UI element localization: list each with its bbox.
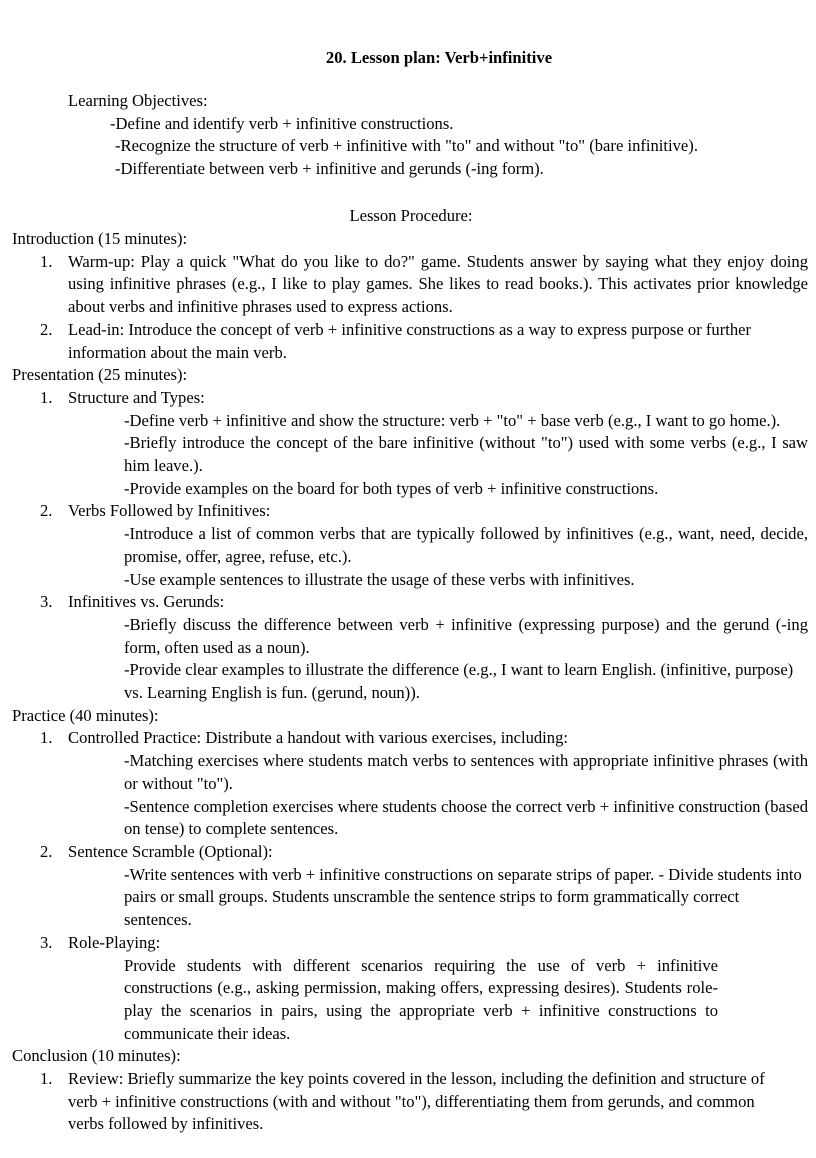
sub-item: -Provide examples on the board for both types of verb + infinitive constructions. bbox=[124, 478, 659, 498]
sub-item: -Matching exercises where students match verbs to sentences with appropriate infinitive phrases (with or without "to"). bbox=[124, 751, 808, 793]
objectives-heading: Learning Objectives: bbox=[68, 91, 208, 110]
section-heading-presentation: Presentation (25 minutes): bbox=[12, 365, 188, 385]
sub-item: -Introduce a list of common verbs that are typically followed by infinitives (e.g., want, need, decide, promise, offer, agree, refuse, etc.). bbox=[124, 524, 808, 566]
section-heading-introduction: Introduction (15 minutes): bbox=[12, 229, 188, 248]
sub-item: -Briefly discuss the difference between verb + infinitive (expressing purpose) and the gerund (-ing form, often used as a noun). bbox=[124, 614, 808, 657]
section-heading-conclusion: Conclusion (10 minutes): bbox=[12, 1046, 181, 1066]
sub-item: -Use example sentences to illustrate the usage of these verbs with infinitives. bbox=[124, 569, 635, 589]
item-text: Sentence Scramble (Optional): bbox=[68, 841, 273, 861]
objective-item: -Differentiate between verb + infinitive and gerunds (-ing form). bbox=[115, 159, 544, 179]
list-item bbox=[12, 319, 808, 364]
item-number: 3. bbox=[40, 592, 53, 612]
item-number: 1. bbox=[40, 1069, 53, 1089]
list-item bbox=[12, 841, 808, 864]
list-item bbox=[12, 727, 808, 750]
section-heading-practice: Practice (40 minutes): bbox=[12, 705, 159, 725]
item-number: 3. bbox=[40, 932, 53, 952]
item-number: 1. bbox=[40, 251, 53, 271]
document-title: 20. Lesson plan: Verb+infinitive bbox=[325, 48, 553, 67]
list-item bbox=[12, 500, 808, 523]
item-text: Warm-up: Play a quick "What do you like to do?" game. Students answer by saying what they enjoy doing using infinitive phrases (e.g., I like to play games. She likes to read books.). This activates prior knowledge about verbs and infinitive phrases used to express actions. bbox=[68, 251, 808, 317]
objective-item: -Recognize the structure of verb + infinitive with "to" and without "to" (bare infinitive). bbox=[115, 136, 698, 156]
sub-item: -Briefly introduce the concept of the bare infinitive (without "to") used with some verbs (e.g., I saw him leave.). bbox=[124, 433, 808, 476]
sub-item: -Sentence completion exercises where students choose the correct verb + infinitive construction (based on tense) to complete sentences. bbox=[124, 796, 808, 839]
sub-item: -Define verb + infinitive and show the structure: verb + "to" + base verb (e.g., I want to go home.). bbox=[124, 410, 781, 430]
sub-item: -Write sentences with verb + infinitive constructions on separate strips of paper. - Divide students into pairs or small groups. Students unscramble the sentence strips to form grammatically correct sentences. bbox=[124, 864, 802, 930]
item-text: Review: Briefly summarize the key points covered in the lesson, including the definition and structure of verb + infinitive constructions (with and without "to"), differentiating them from gerunds, and common verbs followed by infinitives. bbox=[68, 1069, 765, 1134]
list-item bbox=[12, 591, 808, 614]
item-text: Role-Playing: bbox=[68, 932, 161, 952]
sub-item: Provide students with different scenarios requiring the use of verb + infinitive constructions (e.g., asking permission, making offers, expressing desires). Students role-play the scenarios in pairs, using the appropriate verb + infinitive constructions to communicate their ideas. bbox=[124, 955, 718, 1043]
item-text: Controlled Practice: Distribute a handout with various exercises, including: bbox=[68, 728, 569, 748]
procedure-body bbox=[12, 228, 808, 1136]
item-text: Structure and Types: bbox=[68, 387, 205, 407]
learning-objectives bbox=[68, 90, 788, 181]
item-number: 1. bbox=[40, 387, 53, 407]
list-item bbox=[12, 932, 808, 955]
list-item bbox=[12, 387, 808, 410]
item-text: Infinitives vs. Gerunds: bbox=[68, 592, 225, 612]
item-number: 1. bbox=[40, 728, 53, 748]
sub-item: -Provide clear examples to illustrate the difference (e.g., I want to learn English. (infinitive, purpose) vs. Learning English is fun. (gerund, noun)). bbox=[124, 660, 794, 703]
list-item bbox=[12, 251, 808, 319]
procedure-title: Lesson Procedure: bbox=[349, 206, 473, 225]
item-number: 2. bbox=[40, 319, 53, 339]
list-item bbox=[12, 1068, 808, 1136]
item-number: 2. bbox=[40, 501, 53, 521]
item-number: 2. bbox=[40, 841, 53, 861]
item-text: Verbs Followed by Infinitives: bbox=[68, 501, 271, 521]
objective-item: -Define and identify verb + infinitive constructions. bbox=[110, 113, 454, 133]
item-text: Lead-in: Introduce the concept of verb + infinitive constructions as a way to express purpose or further information about the main verb. bbox=[68, 319, 752, 362]
